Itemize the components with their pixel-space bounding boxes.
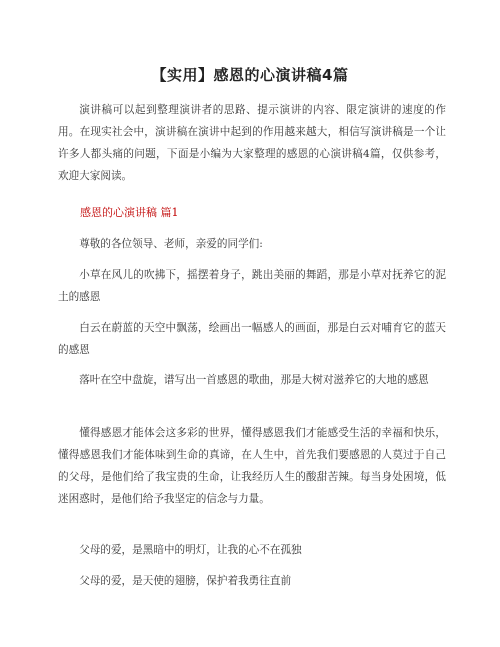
section-heading: 感恩的心演讲稿 篇1 (80, 206, 179, 219)
paragraph-greeting: 尊敬的各位领导、老师，亲爱的同学们: (79, 238, 263, 250)
paragraph-parent-love-1: 父母的爱，是黑暗中的明灯，让我的心不在孤独 (79, 544, 302, 556)
paragraph-leaf: 落叶在空中盘旋，谱写出一首感恩的歌曲，那是大树对滋养它的大地的感恩 (79, 374, 429, 386)
paragraph-gratitude: 懂得感恩才能体会这多彩的世界，懂得感恩我们才能感受生活的幸福和快乐，懂得感恩我们才能体味到生命的真谛，在人生中，首先我们要感恩的人莫过于自己的父母，是他们给了我宝贵的生命，让我经历人生的酸甜苦辣。每当身处困境，低迷困惑时，是他们给予我坚定的信念与力量。 (58, 427, 446, 505)
paragraph-parent-love-2: 父母的爱，是天使的翅膀，保护着我勇往直前 (79, 575, 292, 587)
page-title: 【实用】感恩的心演讲稿4篇 (151, 66, 349, 84)
paragraph-grass: 小草在风儿的吹拂下，摇摆着身子，跳出美丽的舞蹈，那是小草对抚养它的泥土的感恩 (58, 269, 446, 303)
paragraph-cloud: 白云在蔚蓝的天空中飘荡，绘画出一幅感人的画面，那是白云对哺育它的蓝天的感恩 (58, 322, 446, 356)
intro-paragraph: 演讲稿可以起到整理演讲者的思路、提示演讲的内容、限定演讲的速度的作用。在现实社会中，演讲稿在演讲中起到的作用越来越大，相信写演讲稿是一个让许多人都头痛的问题，下面是小编为大家整理的感恩的心演讲稿4篇，仅供参考，欢迎大家阅读。 (58, 104, 446, 182)
